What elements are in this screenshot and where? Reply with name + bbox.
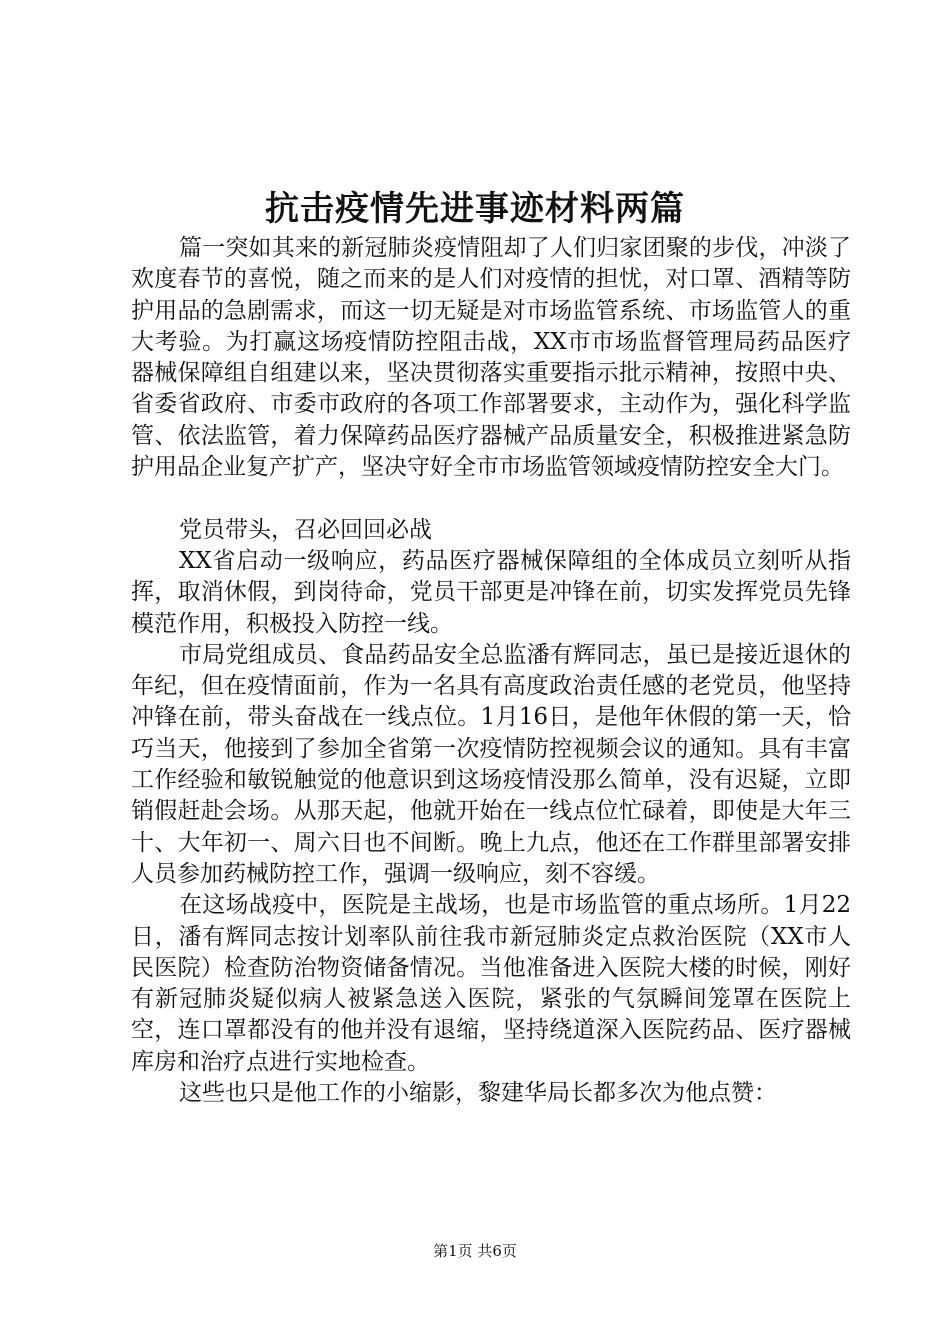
- paragraph-spacer: [131, 483, 851, 514]
- paragraph-praise: 这些也只是他工作的小缩影，黎建华局长都多次为他点赞：: [179, 1080, 777, 1107]
- section-heading: 党员带头，召必回回必战: [179, 516, 432, 543]
- document-title: 抗击疫情先进事迹材料两篇: [265, 189, 685, 229]
- paragraph-intro: 篇一突如其来的新冠肺炎疫情阻却了人们归家团聚的步伐，冲淡了欢度春节的喜悦，随之而来的是人们对疫情的担忧，对口罩、酒精等防护用品的急剧需求，而这一切无疑是对市场监管系统、市场监管人的重大考验。为打赢这场疫情防控阻击战，XX市市场监督管理局药品医疗器械保障组自组建以来，坚决贯彻落实重要指示批示精神，按照中央、省委省政府、市委市政府的各项工作部署要求，主动作为，强化科学监管、依法监管，着力保障药品医疗器械产品质量安全，积极推进紧急防护用品企业复产扩产，坚决守好全市市场监管领域疫情防控安全大门。: [131, 235, 851, 481]
- paragraph-hospital: 在这场战疫中，医院是主战场，也是市场监管的重点场所。1月22日，潘有辉同志按计划率队前往我市新冠肺炎定点救治医院（XX市人民医院）检查防治物资储备情况。当他准备进入医院大楼的时候，刚好有新冠肺炎疑似病人被紧急送入医院，紧张的气氛瞬间笼罩在医院上空，连口罩都没有的他并没有退缩，坚持绕道深入医院药品、医疗器械库房和治疗点进行实地检查。: [131, 892, 851, 1075]
- document-body: [131, 233, 851, 1109]
- paragraph-pan-youhui: 市局党组成员、食品药品安全总监潘有辉同志，虽已是接近退休的年纪，但在疫情面前，作为一名具有高度政治责任感的老党员，他坚持冲锋在前，带头奋战在一线点位。1月16日，是他年休假的第一天，恰巧当天，他接到了参加全省第一次疫情防控视频会议的通知。具有丰富工作经验和敏锐触觉的他意识到这场疫情没那么简单，没有迟疑，立即销假赶赴会场。从那天起，他就开始在一线点位忙碌着，即使是大年三十、大年初一、周六日也不间断。晚上九点，他还在工作群里部署安排人员参加药械防控工作，强调一级响应，刻不容缓。: [131, 641, 851, 887]
- paragraph-response: XX省启动一级响应，药品医疗器械保障组的全体成员立刻听从指挥，取消休假，到岗待命，党员干部更是冲锋在前，切实发挥党员先锋模范作用，积极投入防控一线。: [131, 547, 851, 637]
- page-footer: 第1页 共6页: [433, 1242, 517, 1260]
